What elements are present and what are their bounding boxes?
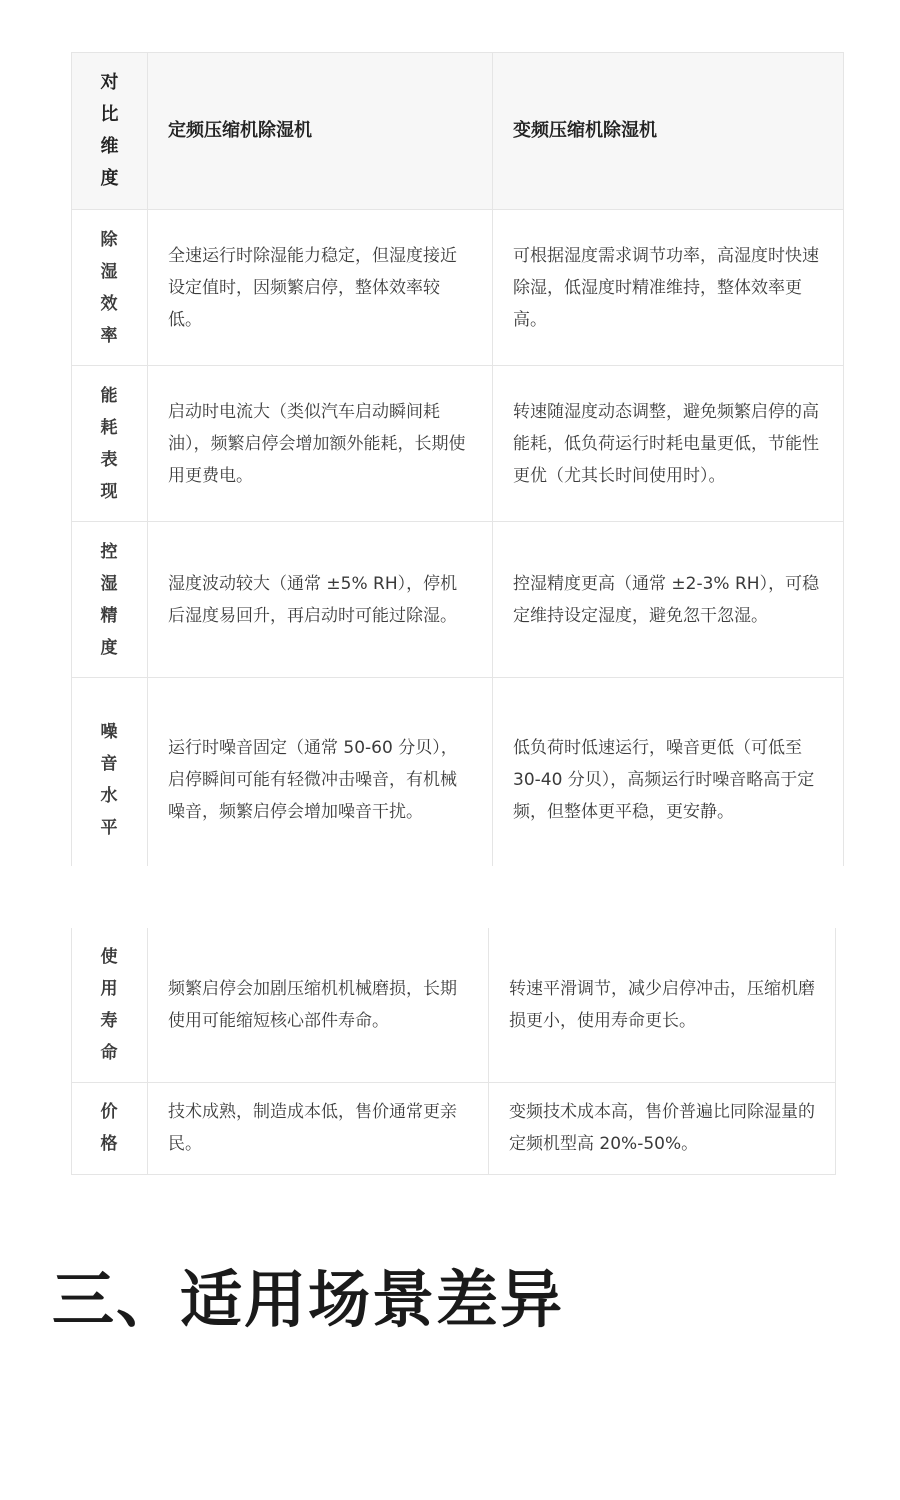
cell-fixed: 频繁启停会加剧压缩机机械磨损，长期使用可能缩短核心部件寿命。 [148, 928, 489, 1082]
cell-inverter: 低负荷时低速运行，噪音更低（可低至 30-40 分贝），高频运行时噪音略高于定频，但整体更平稳，更安静。 [493, 678, 844, 883]
comparison-table-top [71, 52, 844, 883]
table-row-price [72, 1082, 836, 1174]
table-row-energy [72, 366, 844, 522]
cell-inverter: 变频技术成本高，售价普遍比同除湿量的定频机型高 20%-50%。 [489, 1082, 836, 1174]
row-dimension: 使用寿命 [72, 928, 148, 1082]
comparison-table-bottom [71, 928, 836, 1175]
cell-fixed: 湿度波动较大（通常 ±5% RH），停机后湿度易回升，再启动时可能过除湿。 [148, 522, 493, 678]
table-row-efficiency [72, 210, 844, 366]
cell-inverter: 转速随湿度动态调整，避免频繁启停的高能耗，低负荷运行时耗电量更低，节能性更优（尤其长时间使用时）。 [493, 366, 844, 522]
cell-fixed: 技术成熟，制造成本低，售价通常更亲民。 [148, 1082, 489, 1174]
table-header-row [72, 53, 844, 210]
row-dimension: 除湿效率 [72, 210, 148, 366]
table-row-lifespan [72, 928, 836, 1082]
header-dimension: 对比维度 [72, 53, 148, 210]
row-dimension: 控湿精度 [72, 522, 148, 678]
cell-inverter: 转速平滑调节，减少启停冲击，压缩机磨损更小，使用寿命更长。 [489, 928, 836, 1082]
section-title: 三、适用场景差异 [52, 1263, 565, 1336]
cell-inverter: 控湿精度更高（通常 ±2-3% RH），可稳定维持设定湿度，避免忽干忽湿。 [493, 522, 844, 678]
header-inverter: 变频压缩机除湿机 [493, 53, 844, 210]
cell-fixed: 运行时噪音固定（通常 50-60 分贝），启停瞬间可能有轻微冲击噪音，有机械噪音，频繁启停会增加噪音干扰。 [148, 678, 493, 883]
table-row-noise [72, 678, 844, 883]
row-dimension: 噪音水平 [72, 678, 148, 883]
cell-fixed: 全速运行时除湿能力稳定，但湿度接近设定值时，因频繁启停，整体效率较低。 [148, 210, 493, 366]
cell-fixed: 启动时电流大（类似汽车启动瞬间耗油），频繁启停会增加额外能耗，长期使用更费电。 [148, 366, 493, 522]
cell-inverter: 可根据湿度需求调节功率，高湿度时快速除湿，低湿度时精准维持，整体效率更高。 [493, 210, 844, 366]
row-dimension: 价格 [72, 1082, 148, 1174]
table-row-precision [72, 522, 844, 678]
page-break-gap [60, 866, 860, 928]
row-dimension: 能耗表现 [72, 366, 148, 522]
header-fixed-frequency: 定频压缩机除湿机 [148, 53, 493, 210]
